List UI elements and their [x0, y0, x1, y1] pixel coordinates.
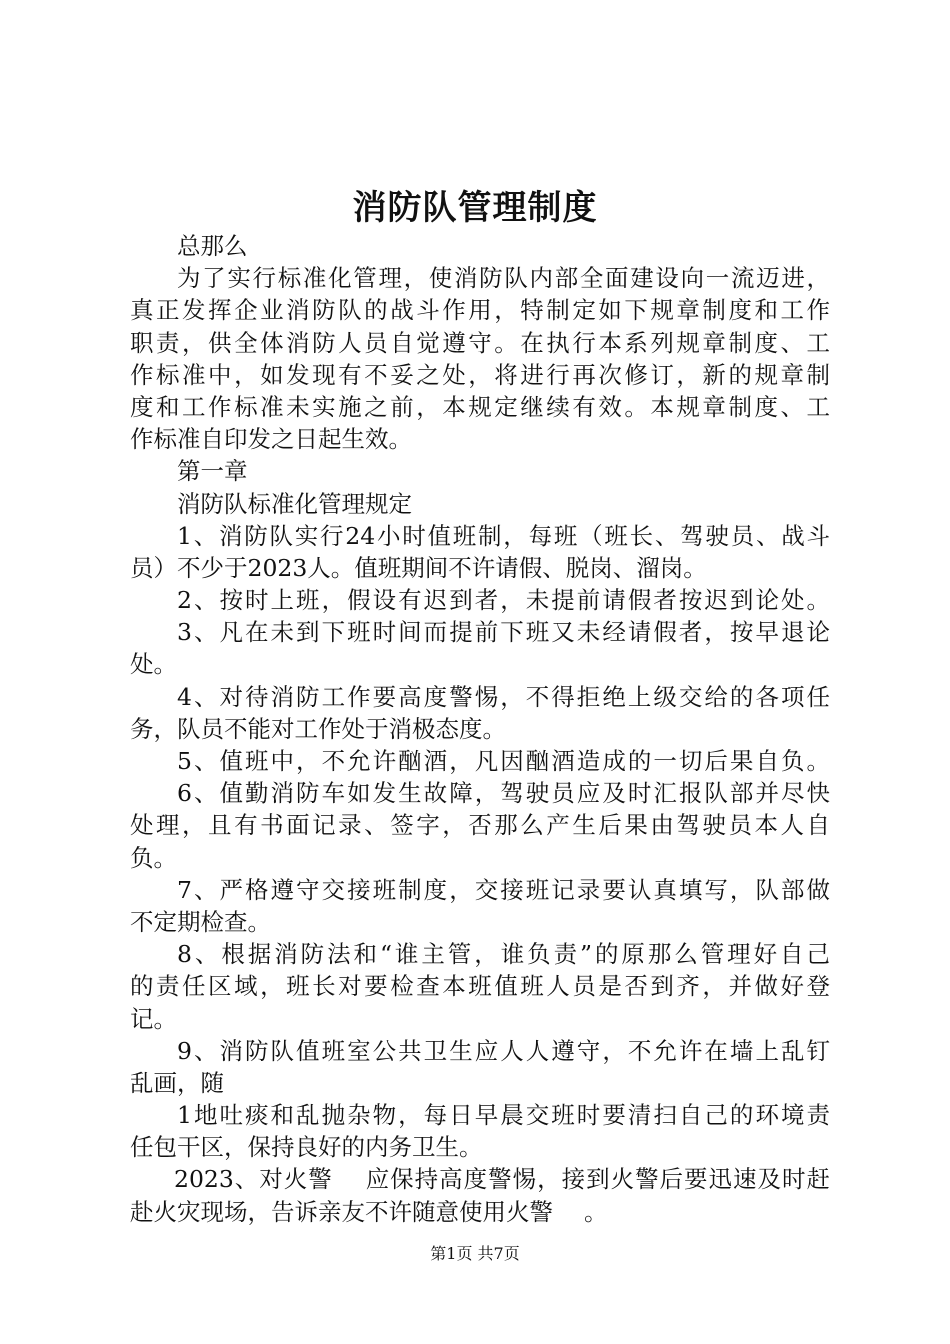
text-line: 负。 — [130, 843, 177, 872]
text-line: 乱画，随 — [130, 1068, 224, 1097]
text-line: 7、严格遵守交接班制度，交接班记录要认真填写，队部做 — [177, 875, 830, 904]
text-line: 3、凡在未到下班时间而提前下班又未经请假者，按早退论 — [177, 618, 830, 647]
text-line: 处。 — [130, 650, 177, 679]
text-line: 度和工作标准未实施之前，本规定继续有效。本规章制度、工 — [130, 392, 830, 421]
text-line: 的责任区域，班长对要检查本班值班人员是否到齐，并做好登 — [130, 972, 830, 1001]
text-line: 9、消防队值班室公共卫生应人人遵守，不允许在墙上乱钉 — [177, 1036, 830, 1065]
text-line: 作标准中，如发现有不妥之处，将进行再次修订，新的规章制 — [130, 360, 830, 389]
text-line: 1、消防队实行24小时值班制，每班（班长、驾驶员、战斗 — [177, 521, 830, 550]
text-line: 4、对待消防工作要高度警惕，不得拒绝上级交给的各项任 — [177, 682, 830, 711]
text-line: 8、根据消防法和“谁主管，谁负责”的原那么管理好自己 — [177, 940, 830, 969]
document-body — [130, 230, 830, 1228]
text-line: 总那么 — [177, 232, 248, 260]
text-line: 真正发挥企业消防队的战斗作用，特制定如下规章制度和工作 — [130, 296, 830, 325]
text-line: 2023、对火警 应保持高度警惕，接到火警后要迅速及时赶 — [174, 1165, 830, 1194]
text-line: 作标准自印发之日起生效。 — [130, 425, 412, 454]
text-line: 为了实行标准化管理，使消防队内部全面建设向一流迈进， — [177, 264, 830, 293]
text-line: 员）不少于2023人。值班期间不许请假、脱岗、溜岗。 — [130, 553, 707, 582]
text-line: 职责，供全体消防人员自觉遵守。在执行本系列规章制度、工 — [130, 328, 830, 357]
text-line: 不定期检查。 — [130, 907, 271, 936]
text-line: 第一章 — [177, 457, 248, 486]
text-line: 5、值班中，不允许酗酒，凡因酗酒造成的一切后果自负。 — [177, 747, 830, 775]
text-line: 2、按时上班，假设有迟到者，未提前请假者按迟到论处。 — [177, 586, 830, 615]
text-line: 6、值勤消防车如发生故障，驾驶员应及时汇报队部并尽快 — [177, 779, 830, 808]
text-line: 任包干区，保持良好的内务卫生。 — [130, 1133, 483, 1162]
text-line: 务，队员不能对工作处于消极态度。 — [130, 714, 506, 743]
text-line: 记。 — [130, 1004, 177, 1033]
text-line: 处理，且有书面记录、签字，否那么产生后果由驾驶员本人自 — [130, 811, 830, 840]
page-number: 第1页 共7页 — [430, 1244, 520, 1263]
text-line: 1地吐痰和乱抛杂物，每日早晨交班时要清扫自己的环境责 — [177, 1101, 830, 1130]
text-line: 赴火灾现场，告诉亲友不许随意使用火警 。 — [130, 1197, 608, 1226]
text-line: 消防队标准化管理规定 — [177, 489, 412, 518]
document-title: 消防队管理制度 — [352, 188, 598, 228]
